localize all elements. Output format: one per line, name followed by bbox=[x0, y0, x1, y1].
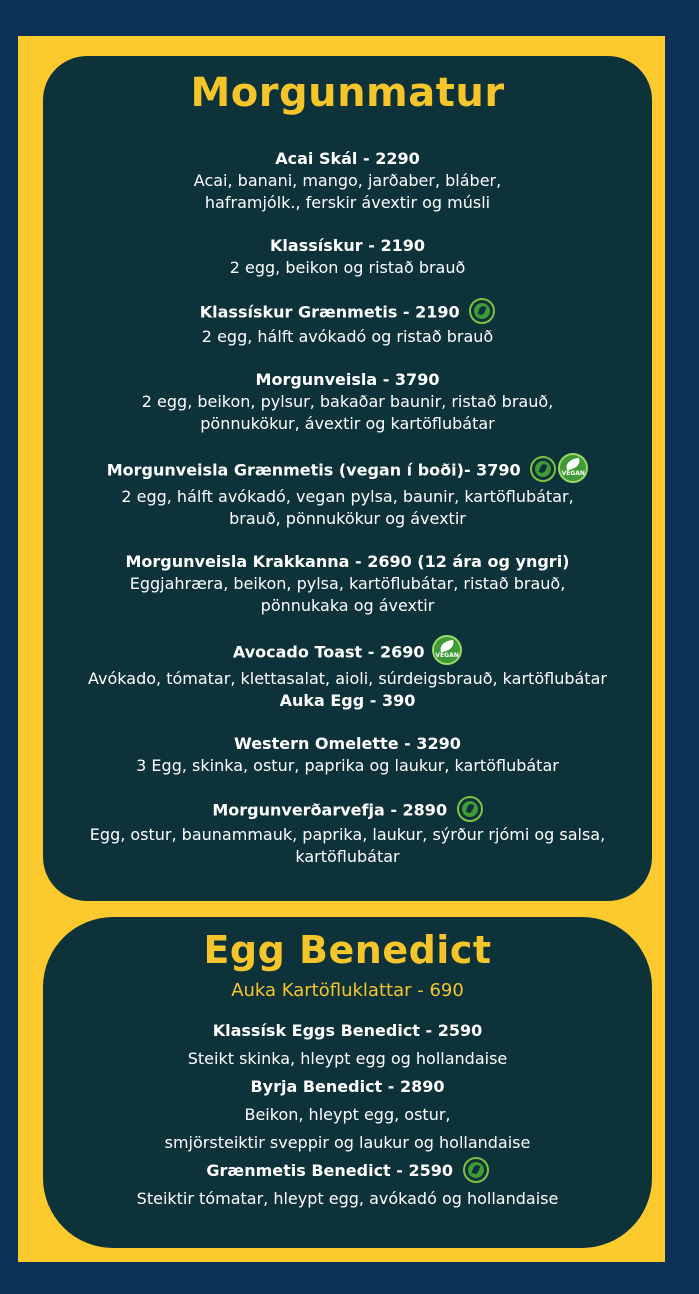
vegetarian-leaf-icon bbox=[530, 456, 556, 482]
item-name: Grænmetis Benedict - 2590 bbox=[206, 1161, 454, 1180]
section-subtitle: Auka Kartöfluklattar - 690 bbox=[231, 980, 464, 1001]
item-description: Acai, banani, mango, jarðaber, bláber, bbox=[193, 171, 502, 190]
item-name: Byrja Benedict - 2890 bbox=[250, 1077, 445, 1096]
menu-item bbox=[43, 690, 652, 712]
item-name: Morgunveisla - 3790 bbox=[255, 370, 440, 389]
menu-item bbox=[43, 733, 652, 777]
item-description: 3 Egg, skinka, ostur, paprika og laukur, kartöflubátar bbox=[136, 756, 559, 775]
item-name: Morgunveisla Grænmetis (vegan í boði)- 3790 bbox=[106, 460, 521, 480]
item-description: 2 egg, beikon og ristað brauð bbox=[229, 258, 466, 277]
item-description: 2 egg, hálft avókadó, vegan pylsa, baunir, kartöflubátar, bbox=[121, 487, 574, 506]
item-description: Egg, ostur, baunammauk, paprika, laukur, sýrður rjómi og salsa, bbox=[89, 825, 606, 844]
item-name: Klassískur Grænmetis - 2190 bbox=[199, 302, 460, 322]
item-description: 2 egg, beikon, pylsur, bakaðar baunir, ristað brauð, bbox=[141, 392, 554, 411]
item-name-row bbox=[43, 456, 652, 486]
vegetarian-leaf-icon bbox=[457, 796, 483, 822]
item-name: Avocado Toast - 2690 bbox=[232, 642, 425, 662]
menu-item bbox=[43, 148, 652, 214]
item-description: smjörsteiktir sveppir og laukur og hollandaise bbox=[164, 1133, 531, 1152]
menu-item bbox=[43, 551, 652, 617]
morgunmatur-section bbox=[43, 56, 652, 901]
menu-item bbox=[43, 1157, 652, 1213]
vegan-leaf-icon: VEGAN bbox=[558, 453, 588, 483]
item-description: pönnukaka og ávextir bbox=[260, 596, 435, 615]
egg-benedict-section bbox=[43, 917, 652, 1248]
item-description: Steiktir tómatar, hleypt egg, avókadó og hollandaise bbox=[136, 1189, 559, 1208]
menu-item bbox=[43, 300, 652, 348]
item-name-row bbox=[43, 638, 652, 668]
item-description: Steikt skinka, hleypt egg og hollandaise bbox=[187, 1049, 508, 1068]
item-name: Acai Skál - 2290 bbox=[275, 149, 420, 168]
menu-item bbox=[43, 1017, 652, 1073]
item-name: Klassísk Eggs Benedict - 2590 bbox=[212, 1021, 483, 1040]
vegetarian-leaf-icon bbox=[469, 298, 495, 324]
item-description: pönnukökur, ávextir og kartöflubátar bbox=[200, 414, 495, 433]
item-description: 2 egg, hálft avókadó og ristað brauð bbox=[201, 327, 494, 346]
menu-item bbox=[43, 798, 652, 868]
item-name: Auka Egg - 390 bbox=[279, 691, 416, 710]
menu-item bbox=[43, 1073, 652, 1157]
menu-list bbox=[43, 1017, 652, 1213]
section-title: Morgunmatur bbox=[190, 70, 505, 116]
vegetarian-leaf-icon bbox=[463, 1157, 489, 1183]
item-description: Eggjahræra, beikon, pylsa, kartöflubátar, ristað brauð, bbox=[129, 574, 566, 593]
vegan-leaf-icon: VEGAN bbox=[432, 635, 462, 665]
section-title: Egg Benedict bbox=[203, 928, 492, 972]
menu-item bbox=[43, 235, 652, 279]
menu-list bbox=[43, 148, 652, 868]
item-description: Avókado, tómatar, klettasalat, aioli, súrdeigsbrauð, kartöflubátar bbox=[88, 669, 607, 688]
menu-item bbox=[43, 456, 652, 530]
item-description: kartöflubátar bbox=[295, 847, 400, 866]
item-name-row bbox=[43, 1157, 652, 1185]
menu-item bbox=[43, 638, 652, 690]
item-name: Morgunveisla Krakkanna - 2690 (12 ára og yngri) bbox=[125, 552, 570, 571]
item-description: brauð, pönnukökur og ávextir bbox=[229, 509, 466, 528]
item-name: Klassískur - 2190 bbox=[270, 236, 425, 255]
menu-item bbox=[43, 369, 652, 435]
item-name: Western Omelette - 3290 bbox=[234, 734, 461, 753]
item-name-row bbox=[43, 798, 652, 824]
item-name-row bbox=[43, 300, 652, 326]
item-description: haframjólk., ferskir ávextir og músli bbox=[204, 193, 491, 212]
item-name: Morgunverðarvefja - 2890 bbox=[212, 800, 448, 820]
item-description: Beikon, hleypt egg, ostur, bbox=[244, 1105, 451, 1124]
